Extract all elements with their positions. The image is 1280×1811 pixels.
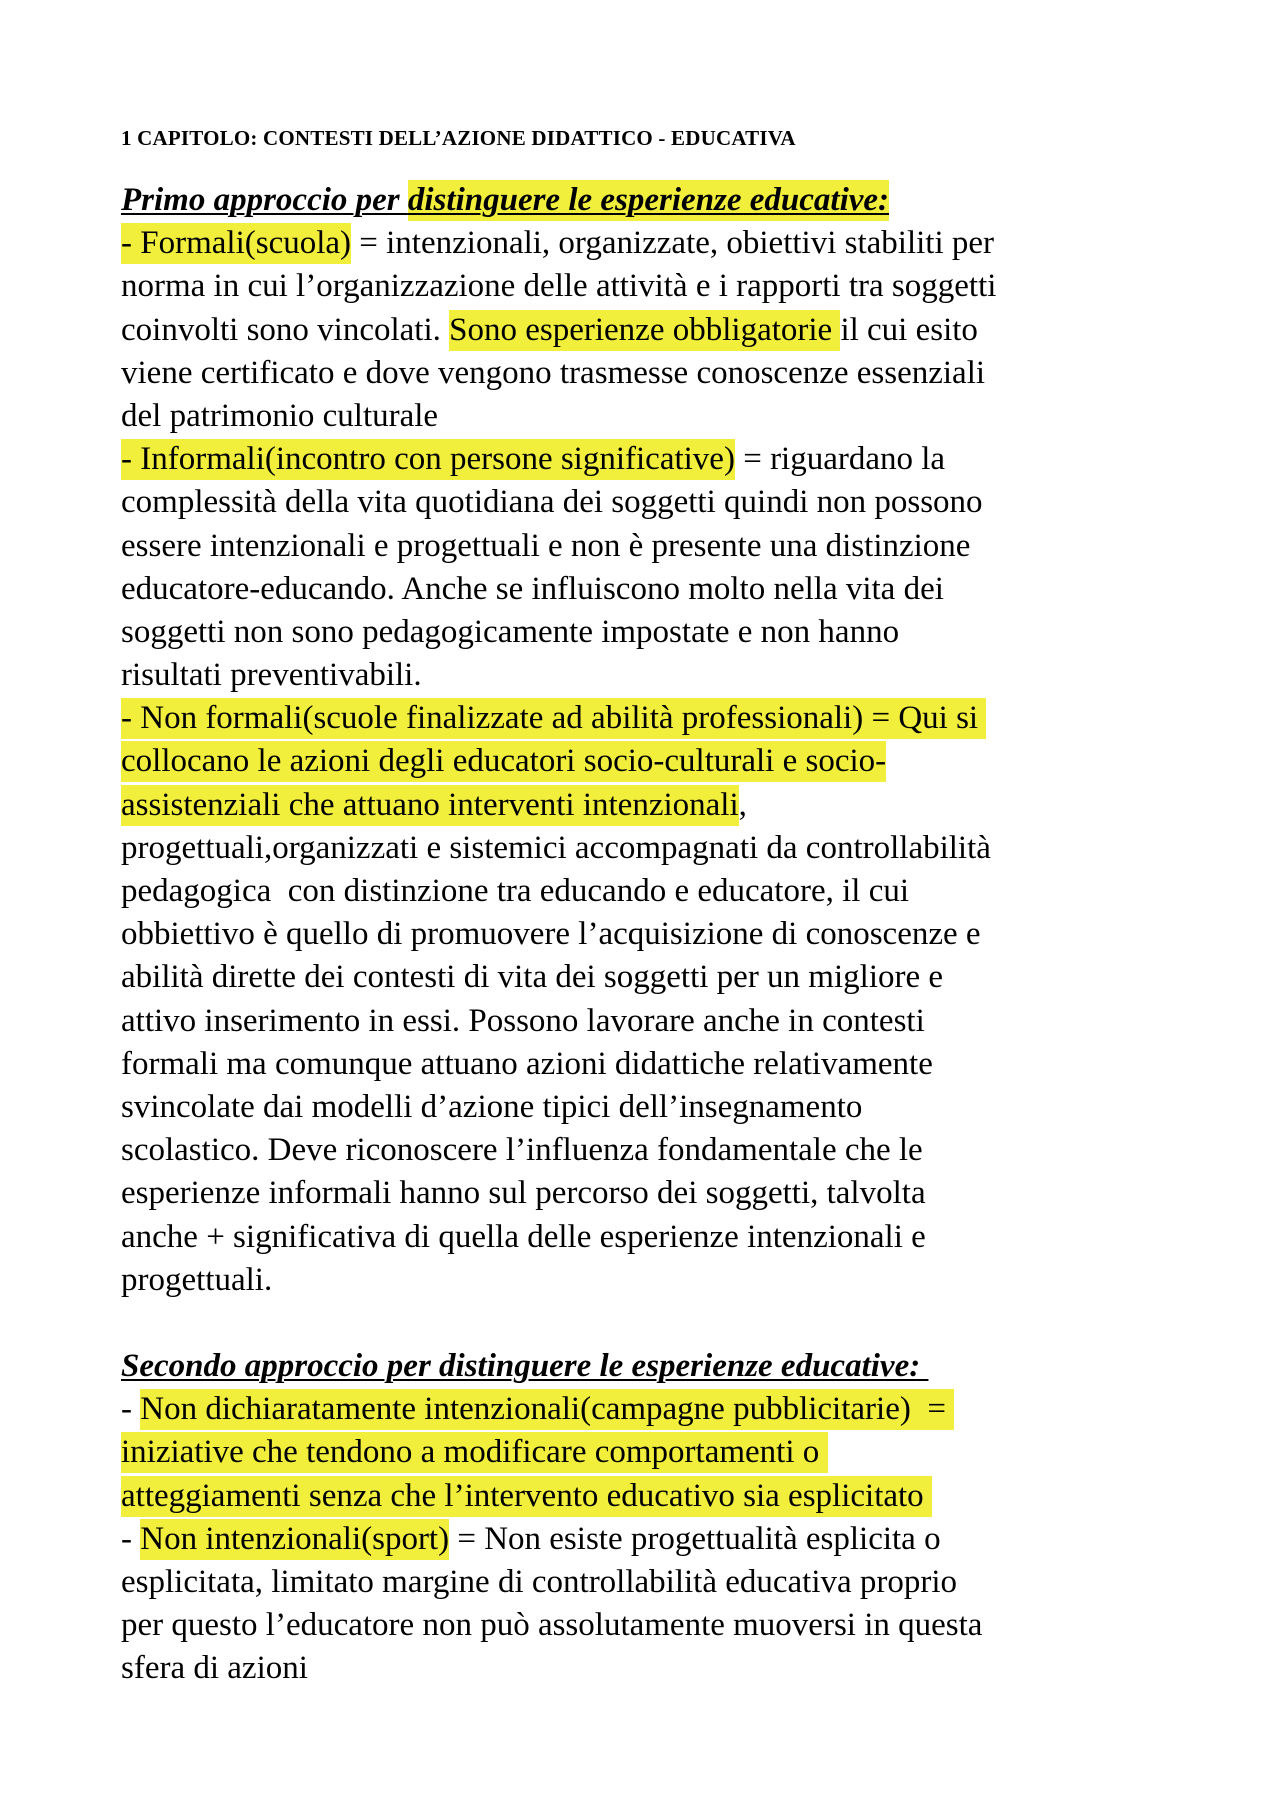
highlight-informali: - Informali(incontro con persone significative): [121, 439, 735, 480]
paragraph-line: [121, 740, 1181, 783]
paragraph-line: [121, 222, 1181, 265]
paragraph-line: educatore-educando. Anche se influiscono molto nella vita dei: [121, 570, 944, 607]
paragraph-line: svincolate dai modelli d’azione tipici dell’insegnamento: [121, 1088, 863, 1125]
paragraph-line: obbiettivo è quello di promuovere l’acquisizione di conoscenze e: [121, 916, 981, 953]
text-span: -: [121, 1391, 141, 1428]
highlight-non-formali: - Non formali(scuole finalizzate ad abilità professionali) = Qui si: [121, 698, 986, 739]
paragraph-line: [121, 309, 1181, 352]
highlight-non-dichiaratamente: atteggiamenti senza che l’intervento educativo sia esplicitato: [121, 1476, 932, 1517]
paragraph-line: [121, 784, 1181, 827]
section2-heading: [121, 1345, 1181, 1388]
paragraph-line: pedagogica con distinzione tra educando e educatore, il cui: [121, 873, 910, 909]
paragraph-line: [121, 697, 1181, 740]
text-span: = riguardano la: [734, 441, 946, 478]
paragraph-line: per questo l’educatore non può assolutamente muoversi in questa: [121, 1607, 983, 1644]
paragraph-line: [121, 1431, 1181, 1474]
text-span: = Non esiste progettualità esplicita o: [449, 1520, 941, 1557]
paragraph-line: abilità dirette dei contesti di vita dei soggetti per un migliore e: [121, 959, 944, 996]
highlight-non-intenzionali: Non intenzionali(sport): [140, 1519, 449, 1560]
highlight-obbligatorie: Sono esperienze obbligatorie: [449, 310, 840, 351]
text-span: = intenzionali, organizzate, obiettivi stabiliti per: [351, 225, 995, 262]
highlight-non-dichiaratamente: iniziative che tendono a modificare comportamenti o: [121, 1432, 828, 1473]
text-span: coinvolti sono vincolati.: [121, 311, 450, 348]
paragraph-line: soggetti non sono pedagogicamente impostate e non hanno: [121, 613, 900, 650]
paragraph-line: essere intenzionali e progettuali e non è presente una distinzione: [121, 527, 971, 564]
text-span: -: [121, 1520, 141, 1557]
highlight-non-dichiaratamente: Non dichiaratamente intenzionali(campagne pubblicitarie) =: [140, 1389, 954, 1430]
section1-heading: [121, 179, 1181, 222]
chapter-title: 1 CAPITOLO: CONTESTI DELL’AZIONE DIDATTICO - EDUCATIVA: [121, 126, 796, 150]
document-body: [121, 179, 1181, 1691]
paragraph-line: [121, 438, 1181, 481]
text-span: il cui esito: [840, 311, 978, 348]
text-span: ,: [738, 786, 747, 823]
paragraph-line: [121, 1518, 1181, 1561]
highlight-non-formali: collocano le azioni degli educatori socio-culturali e socio-: [121, 741, 886, 782]
paragraph-line: risultati preventivabili.: [121, 657, 422, 694]
paragraph-line: viene certificato e dove vengono trasmesse conoscenze essenziali: [121, 354, 986, 391]
paragraph-line: progettuali.: [121, 1261, 273, 1298]
section1-heading-text: Primo approccio per: [121, 182, 408, 218]
section1-heading-highlight: distinguere le esperienze educative:: [408, 180, 889, 221]
paragraph-line: [121, 1475, 1181, 1518]
highlight-non-formali: assistenziali che attuano interventi intenzionali: [121, 785, 739, 826]
paragraph-line: scolastico. Deve riconoscere l’influenza fondamentale che le: [121, 1132, 923, 1169]
blank-line: [121, 1302, 1181, 1345]
paragraph-line: esplicitata, limitato margine di controllabilità educativa proprio: [121, 1564, 958, 1600]
paragraph-line: complessità della vita quotidiana dei soggetti quindi non possono: [121, 484, 983, 521]
paragraph-line: esperienze informali hanno sul percorso dei soggetti, talvolta: [121, 1175, 926, 1212]
paragraph-line: norma in cui l’organizzazione delle attività e i rapporti tra soggetti: [121, 268, 997, 305]
highlight-formali: - Formali(scuola): [121, 223, 351, 264]
paragraph-line: sfera di azioni: [121, 1650, 308, 1687]
paragraph-line: [121, 1388, 1181, 1431]
paragraph-line: attivo inserimento in essi. Possono lavorare anche in contesti: [121, 1002, 925, 1039]
paragraph-line: del patrimonio culturale: [121, 397, 439, 434]
paragraph-line: progettuali,organizzati e sistemici accompagnati da controllabilità: [121, 829, 991, 866]
paragraph-line: anche + significativa di quella delle esperienze intenzionali e: [121, 1218, 926, 1255]
paragraph-line: formali ma comunque attuano azioni didattiche relativamente: [121, 1045, 933, 1082]
section2-heading-text: Secondo approccio per distinguere le esperienze educative:: [121, 1348, 929, 1385]
